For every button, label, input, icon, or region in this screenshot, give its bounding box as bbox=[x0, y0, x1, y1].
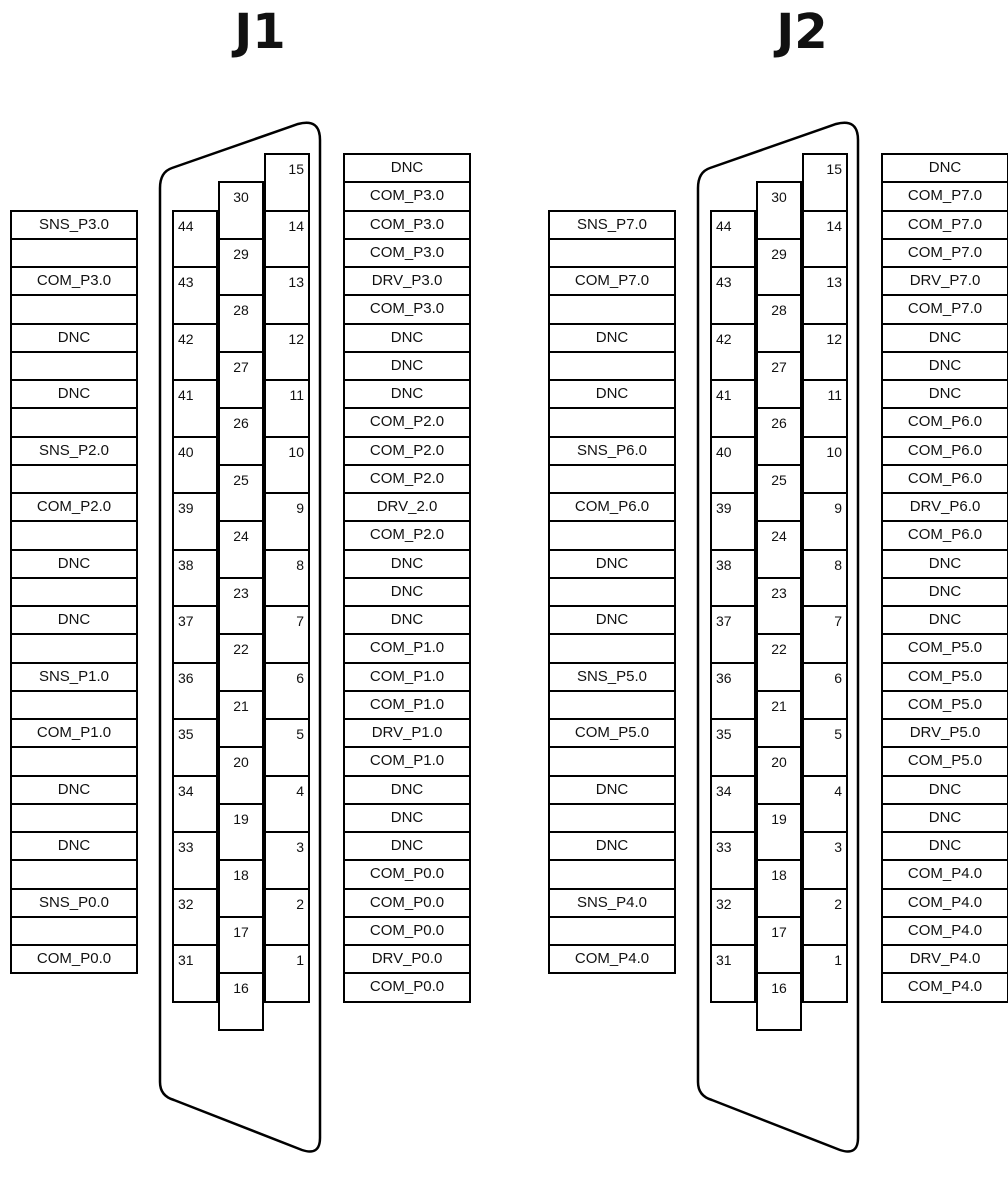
pin-number: 40 bbox=[172, 436, 218, 495]
signal-label: DNC bbox=[883, 805, 1007, 833]
signal-label: COM_P7.0 bbox=[883, 240, 1007, 268]
signal-label: DNC bbox=[345, 155, 469, 183]
signal-label: DNC bbox=[883, 381, 1007, 409]
signal-label: SNS_P3.0 bbox=[12, 212, 136, 240]
pin-number: 1 bbox=[264, 944, 310, 1003]
signal-label bbox=[550, 861, 674, 889]
signal-label bbox=[550, 296, 674, 324]
pin-number: 42 bbox=[710, 323, 756, 382]
signal-label: COM_P1.0 bbox=[345, 692, 469, 720]
signal-label: SNS_P5.0 bbox=[550, 664, 674, 692]
pin-number: 37 bbox=[172, 605, 218, 664]
signal-label: DNC bbox=[345, 353, 469, 381]
signal-label: DNC bbox=[345, 777, 469, 805]
pin-number: 33 bbox=[710, 831, 756, 890]
signal-label: DRV_2.0 bbox=[345, 494, 469, 522]
signal-label: SNS_P2.0 bbox=[12, 438, 136, 466]
pin-number: 34 bbox=[172, 775, 218, 834]
pin-number: 5 bbox=[802, 718, 848, 777]
pin-number: 22 bbox=[218, 633, 264, 692]
signal-label: DNC bbox=[12, 325, 136, 353]
pin-number: 3 bbox=[802, 831, 848, 890]
signal-label: DNC bbox=[883, 325, 1007, 353]
pin-number: 43 bbox=[172, 266, 218, 325]
signal-label: COM_P1.0 bbox=[12, 720, 136, 748]
signal-label: COM_P0.0 bbox=[345, 974, 469, 1002]
signal-label: DNC bbox=[550, 381, 674, 409]
signal-label: SNS_P6.0 bbox=[550, 438, 674, 466]
pin-number: 15 bbox=[264, 153, 310, 212]
signal-label: COM_P2.0 bbox=[345, 438, 469, 466]
pin-number: 30 bbox=[756, 181, 802, 240]
pin-number: 18 bbox=[756, 859, 802, 918]
pin-number: 14 bbox=[264, 210, 310, 269]
pin-number: 26 bbox=[756, 407, 802, 466]
pin-number: 13 bbox=[802, 266, 848, 325]
pin-number: 16 bbox=[218, 972, 264, 1031]
pin-number: 16 bbox=[756, 972, 802, 1031]
signal-label: COM_P5.0 bbox=[883, 748, 1007, 776]
pin-number: 10 bbox=[802, 436, 848, 495]
signal-label: DRV_P5.0 bbox=[883, 720, 1007, 748]
pin-number: 20 bbox=[756, 746, 802, 805]
signal-label: COM_P7.0 bbox=[883, 296, 1007, 324]
signal-label: COM_P3.0 bbox=[12, 268, 136, 296]
pin-number: 27 bbox=[756, 351, 802, 410]
pin-number: 23 bbox=[756, 577, 802, 636]
signal-label: COM_P0.0 bbox=[345, 890, 469, 918]
signal-label: DRV_P3.0 bbox=[345, 268, 469, 296]
pin-number: 1 bbox=[802, 944, 848, 1003]
pin-number: 4 bbox=[264, 775, 310, 834]
signal-label: DNC bbox=[345, 551, 469, 579]
signal-label: COM_P1.0 bbox=[345, 664, 469, 692]
signal-label: DNC bbox=[883, 833, 1007, 861]
signal-label bbox=[550, 240, 674, 268]
signal-label: COM_P4.0 bbox=[883, 890, 1007, 918]
pin-number: 14 bbox=[802, 210, 848, 269]
pin-number: 10 bbox=[264, 436, 310, 495]
signal-label: DNC bbox=[550, 325, 674, 353]
pin-number: 21 bbox=[218, 690, 264, 749]
signal-label bbox=[550, 918, 674, 946]
signal-label: DNC bbox=[345, 381, 469, 409]
pin-number: 31 bbox=[710, 944, 756, 1003]
pin-number: 23 bbox=[218, 577, 264, 636]
pin-number: 9 bbox=[264, 492, 310, 551]
signal-label bbox=[550, 805, 674, 833]
connector-title: J2 bbox=[776, 4, 828, 60]
pin-number: 5 bbox=[264, 718, 310, 777]
signal-label: DNC bbox=[550, 551, 674, 579]
left-signal-column bbox=[548, 210, 676, 975]
pin-number: 35 bbox=[710, 718, 756, 777]
pin-number: 24 bbox=[218, 520, 264, 579]
signal-label: DNC bbox=[12, 777, 136, 805]
signal-label: DRV_P6.0 bbox=[883, 494, 1007, 522]
signal-label: DRV_P1.0 bbox=[345, 720, 469, 748]
signal-label: DNC bbox=[550, 833, 674, 861]
pin-number: 9 bbox=[802, 492, 848, 551]
signal-label: SNS_P1.0 bbox=[12, 664, 136, 692]
pin-number: 44 bbox=[710, 210, 756, 269]
signal-label: COM_P4.0 bbox=[550, 946, 674, 974]
signal-label: SNS_P4.0 bbox=[550, 890, 674, 918]
signal-label: DNC bbox=[345, 325, 469, 353]
pin-number: 39 bbox=[172, 492, 218, 551]
pin-number: 8 bbox=[802, 549, 848, 608]
signal-label: DNC bbox=[12, 833, 136, 861]
pin-number: 6 bbox=[802, 662, 848, 721]
signal-label: COM_P5.0 bbox=[550, 720, 674, 748]
pin-number: 32 bbox=[710, 888, 756, 947]
signal-label: COM_P4.0 bbox=[883, 918, 1007, 946]
signal-label bbox=[550, 466, 674, 494]
pin-number: 17 bbox=[756, 916, 802, 975]
signal-label: COM_P4.0 bbox=[883, 974, 1007, 1002]
signal-label bbox=[550, 579, 674, 607]
signal-label: DNC bbox=[883, 155, 1007, 183]
signal-label: COM_P6.0 bbox=[883, 522, 1007, 550]
pin-number: 30 bbox=[218, 181, 264, 240]
signal-label bbox=[550, 635, 674, 663]
pin-number: 21 bbox=[756, 690, 802, 749]
pin-number: 39 bbox=[710, 492, 756, 551]
signal-label: DNC bbox=[883, 579, 1007, 607]
signal-label: DNC bbox=[883, 353, 1007, 381]
pin-number: 20 bbox=[218, 746, 264, 805]
signal-label: COM_P0.0 bbox=[345, 918, 469, 946]
pin-number: 8 bbox=[264, 549, 310, 608]
pin-number: 33 bbox=[172, 831, 218, 890]
pin-number: 25 bbox=[756, 464, 802, 523]
pin-number: 28 bbox=[218, 294, 264, 353]
signal-label bbox=[550, 353, 674, 381]
signal-label: COM_P5.0 bbox=[883, 692, 1007, 720]
pin-number: 28 bbox=[756, 294, 802, 353]
signal-label: COM_P6.0 bbox=[550, 494, 674, 522]
signal-label: DNC bbox=[883, 777, 1007, 805]
signal-label: DNC bbox=[345, 805, 469, 833]
connector-title: J1 bbox=[234, 4, 286, 60]
pin-number: 19 bbox=[756, 803, 802, 862]
pin-number: 27 bbox=[218, 351, 264, 410]
signal-label: COM_P0.0 bbox=[345, 861, 469, 889]
signal-label: COM_P1.0 bbox=[345, 748, 469, 776]
pin-number: 29 bbox=[756, 238, 802, 297]
signal-label bbox=[550, 692, 674, 720]
pin-number: 26 bbox=[218, 407, 264, 466]
right-signal-column bbox=[881, 153, 1008, 1003]
signal-label bbox=[550, 409, 674, 437]
signal-label: COM_P2.0 bbox=[345, 522, 469, 550]
pin-number: 41 bbox=[172, 379, 218, 438]
pin-number: 4 bbox=[802, 775, 848, 834]
signal-label: DRV_P4.0 bbox=[883, 946, 1007, 974]
signal-label: COM_P6.0 bbox=[883, 438, 1007, 466]
signal-label: DNC bbox=[345, 607, 469, 635]
signal-label: COM_P5.0 bbox=[883, 664, 1007, 692]
signal-label: COM_P7.0 bbox=[550, 268, 674, 296]
pin-number: 7 bbox=[264, 605, 310, 664]
signal-label: COM_P2.0 bbox=[345, 466, 469, 494]
pin-number: 11 bbox=[802, 379, 848, 438]
pin-number: 38 bbox=[172, 549, 218, 608]
signal-label: COM_P3.0 bbox=[345, 240, 469, 268]
signal-label: COM_P6.0 bbox=[883, 466, 1007, 494]
pin-number: 41 bbox=[710, 379, 756, 438]
signal-label: DRV_P7.0 bbox=[883, 268, 1007, 296]
signal-label: DNC bbox=[883, 607, 1007, 635]
signal-label: DNC bbox=[12, 551, 136, 579]
signal-label bbox=[550, 748, 674, 776]
pin-number: 37 bbox=[710, 605, 756, 664]
pin-number: 25 bbox=[218, 464, 264, 523]
pin-number: 38 bbox=[710, 549, 756, 608]
pin-number: 15 bbox=[802, 153, 848, 212]
pin-number: 35 bbox=[172, 718, 218, 777]
pin-number: 12 bbox=[264, 323, 310, 382]
pin-number: 13 bbox=[264, 266, 310, 325]
signal-label: COM_P2.0 bbox=[345, 409, 469, 437]
pin-number: 42 bbox=[172, 323, 218, 382]
signal-label: COM_P4.0 bbox=[883, 861, 1007, 889]
signal-label: DNC bbox=[12, 607, 136, 635]
signal-label: DNC bbox=[550, 607, 674, 635]
signal-label: DNC bbox=[345, 833, 469, 861]
signal-label: SNS_P7.0 bbox=[550, 212, 674, 240]
pin-number: 36 bbox=[710, 662, 756, 721]
signal-label: COM_P3.0 bbox=[345, 183, 469, 211]
pin-number: 36 bbox=[172, 662, 218, 721]
pin-number: 17 bbox=[218, 916, 264, 975]
signal-label: COM_P7.0 bbox=[883, 183, 1007, 211]
pin-number: 18 bbox=[218, 859, 264, 918]
signal-label: DNC bbox=[345, 579, 469, 607]
signal-label: COM_P1.0 bbox=[345, 635, 469, 663]
pin-number: 31 bbox=[172, 944, 218, 1003]
pin-number: 3 bbox=[264, 831, 310, 890]
signal-label: DNC bbox=[883, 551, 1007, 579]
pin-number: 11 bbox=[264, 379, 310, 438]
signal-label bbox=[550, 522, 674, 550]
signal-label: DNC bbox=[550, 777, 674, 805]
signal-label: COM_P7.0 bbox=[883, 212, 1007, 240]
pin-number: 24 bbox=[756, 520, 802, 579]
signal-label: COM_P0.0 bbox=[12, 946, 136, 974]
pin-number: 2 bbox=[264, 888, 310, 947]
signal-label: COM_P6.0 bbox=[883, 409, 1007, 437]
signal-label: SNS_P0.0 bbox=[12, 890, 136, 918]
signal-label: COM_P2.0 bbox=[12, 494, 136, 522]
pin-number: 7 bbox=[802, 605, 848, 664]
signal-label: COM_P5.0 bbox=[883, 635, 1007, 663]
pin-number: 40 bbox=[710, 436, 756, 495]
pin-number: 22 bbox=[756, 633, 802, 692]
pin-number: 6 bbox=[264, 662, 310, 721]
signal-label: DRV_P0.0 bbox=[345, 946, 469, 974]
pin-number: 34 bbox=[710, 775, 756, 834]
signal-label: COM_P3.0 bbox=[345, 296, 469, 324]
pin-number: 44 bbox=[172, 210, 218, 269]
pin-number: 32 bbox=[172, 888, 218, 947]
pin-number: 29 bbox=[218, 238, 264, 297]
signal-label: DNC bbox=[12, 381, 136, 409]
pin-number: 2 bbox=[802, 888, 848, 947]
signal-label: COM_P3.0 bbox=[345, 212, 469, 240]
pin-number: 12 bbox=[802, 323, 848, 382]
pin-number: 19 bbox=[218, 803, 264, 862]
pin-number: 43 bbox=[710, 266, 756, 325]
